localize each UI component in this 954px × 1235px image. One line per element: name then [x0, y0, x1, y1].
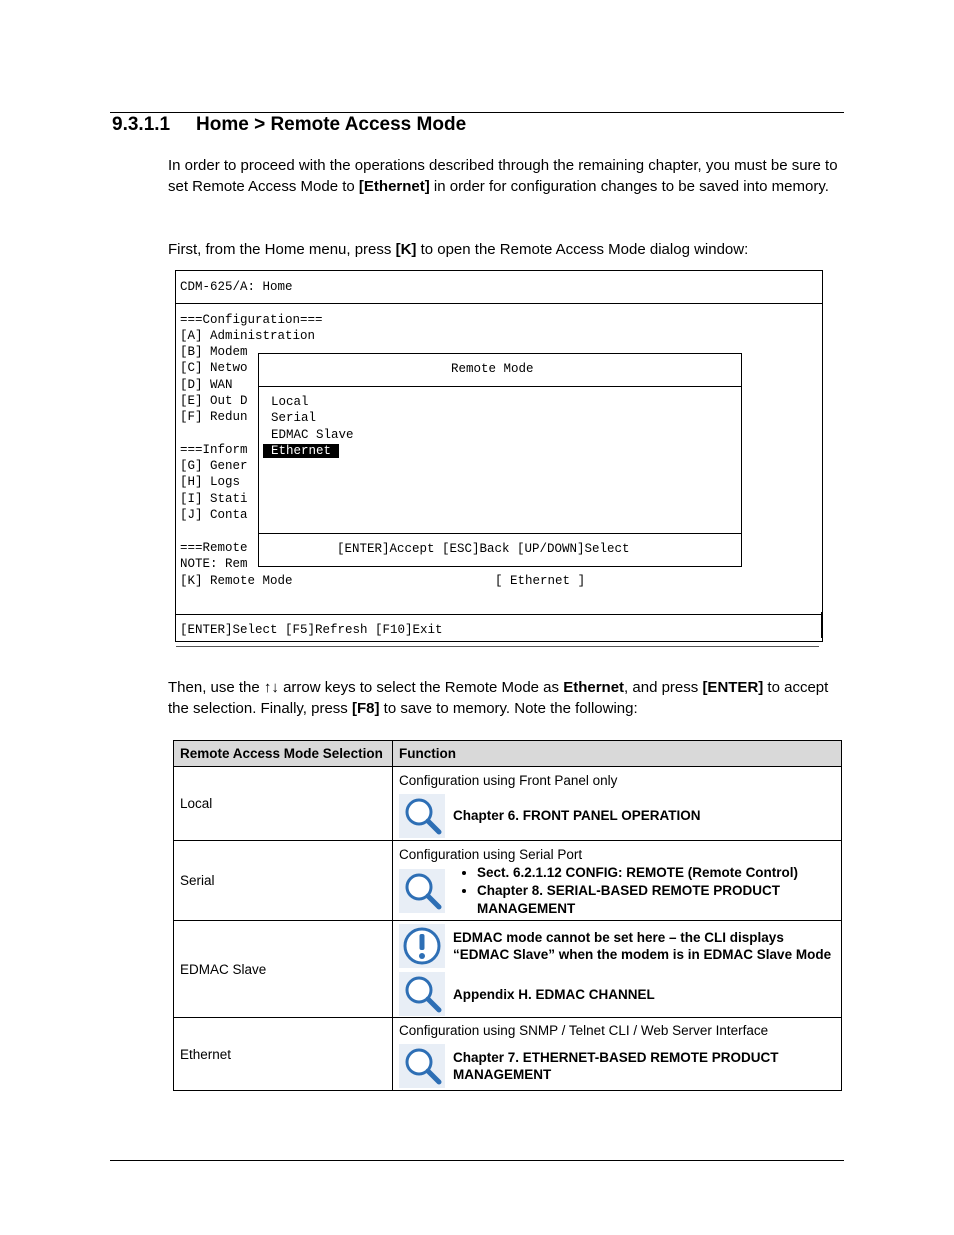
selection-text: Then, use the	[168, 679, 264, 696]
dialog-option-ethernet-selected[interactable]: Ethernet	[263, 444, 339, 458]
function-desc: Configuration using Serial Port	[399, 846, 583, 862]
terminal-line: NOTE: Rem	[180, 557, 248, 571]
instruction-text-end: to open the Remote Access Mode dialog window:	[416, 241, 749, 258]
terminal-line[interactable]: [B] Modem	[180, 345, 248, 359]
function-desc: Configuration using SNMP / Telnet CLI / Web Server Interface	[399, 1023, 769, 1038]
terminal-line[interactable]: [E] Out D	[180, 394, 248, 408]
selection-text: arrow keys to select the Remote Mode as	[278, 679, 564, 696]
table-row	[174, 1018, 842, 1091]
terminal-line: ===Inform	[180, 443, 248, 457]
terminal-line[interactable]: [D] WAN	[180, 378, 233, 392]
intro-bold: [Ethernet]	[358, 178, 430, 195]
intro-text: In order to proceed with the operations described through the remaining chapter, you must be sure to set Remote Access Mode to	[168, 157, 838, 195]
remote-access-mode-table	[173, 740, 842, 1091]
terminal-line[interactable]: [C] Netwo	[180, 361, 248, 375]
terminal-line[interactable]: [J] Conta	[180, 508, 248, 522]
function-cell	[393, 1018, 842, 1091]
magnifier-icon	[399, 1044, 445, 1088]
intro-text-end: in order for configuration changes to be saved into memory.	[429, 178, 829, 195]
terminal-footer-divider	[176, 614, 822, 615]
dialog-option-serial[interactable]: Serial	[271, 411, 317, 425]
terminal-line[interactable]: [A] Administration	[180, 329, 316, 343]
table-row	[174, 921, 842, 1018]
dialog-option-local[interactable]: Local	[271, 395, 309, 409]
instruction-paragraph	[168, 239, 838, 260]
function-cell	[393, 921, 842, 1018]
footer-rule	[110, 1160, 844, 1161]
terminal-line[interactable]: [F] Redun	[180, 410, 248, 424]
function-cell	[393, 841, 842, 921]
reference-label: Chapter 7. ETHERNET-BASED REMOTE PRODUCT MANAGEMENT	[453, 1050, 779, 1082]
magnifier-icon	[399, 794, 445, 838]
dialog-footer: [ENTER]Accept [ESC]Back [UP/DOWN]Select	[337, 542, 630, 556]
instruction-text: First, from the Home menu, press	[168, 241, 396, 258]
terminal-line[interactable]: [H] Logs	[180, 475, 241, 489]
terminal-line: ===Remote	[180, 541, 248, 555]
mode-cell: Local	[174, 767, 393, 841]
instruction-key: [K]	[395, 241, 417, 258]
exclamation-icon	[399, 924, 445, 968]
list-item: • Chapter 8. SERIAL-BASED REMOTE PRODUCT MANAGEMENT	[477, 882, 835, 918]
reference	[399, 864, 835, 918]
table-header-mode: Remote Access Mode Selection	[174, 741, 393, 767]
table-header-function: Function	[393, 741, 842, 767]
selection-bold: [ENTER]	[702, 679, 764, 696]
terminal-line[interactable]: [I] Stati	[180, 492, 248, 506]
dialog-title: Remote Mode	[451, 362, 534, 376]
terminal-line: ===Configuration===	[180, 313, 323, 327]
section-heading	[112, 114, 466, 136]
mode-cell: Serial	[174, 841, 393, 921]
selection-bold: Ethernet	[563, 679, 625, 696]
terminal-divider	[176, 303, 822, 304]
selection-bold: [F8]	[351, 700, 380, 717]
section-title: Home > Remote Access Mode	[196, 114, 467, 135]
magnifier-icon	[399, 972, 445, 1016]
magnifier-icon	[399, 869, 445, 913]
terminal-footer: [ENTER]Select [F5]Refresh [F10]Exit	[180, 623, 443, 637]
list-item: • Sect. 6.2.1.12 CONFIG: REMOTE (Remote Control)	[477, 864, 835, 882]
selection-text: to save to memory. Note the following:	[379, 700, 638, 717]
selection-text: , and press	[624, 679, 703, 696]
mode-cell: EDMAC Slave	[174, 921, 393, 1018]
header-rule	[110, 112, 844, 113]
reference	[399, 972, 835, 1016]
mode-cell: Ethernet	[174, 1018, 393, 1091]
reference-label: Appendix H. EDMAC CHANNEL	[453, 986, 655, 1002]
terminal-screenshot	[175, 270, 823, 642]
terminal-line[interactable]: [G] Gener	[180, 459, 248, 473]
function-desc: Configuration using Front Panel only	[399, 772, 618, 788]
reference-list	[457, 864, 835, 918]
remote-mode-dialog	[258, 353, 742, 567]
section-number: 9.3.1.1	[112, 114, 171, 135]
dialog-footer-divider	[259, 533, 741, 534]
dialog-divider	[259, 386, 741, 387]
warning-note	[399, 924, 835, 968]
dialog-option-edmac-slave[interactable]: EDMAC Slave	[271, 428, 354, 442]
reference	[399, 794, 835, 838]
reference	[399, 1044, 835, 1088]
arrow-keys-icon: ↑↓	[263, 679, 279, 696]
terminal-remote-mode-line[interactable]: [K] Remote Mode [ Ethernet ]	[180, 574, 586, 588]
reference-label: Chapter 6. FRONT PANEL OPERATION	[453, 808, 701, 823]
table-row	[174, 767, 842, 841]
table-row	[174, 841, 842, 921]
warning-label: EDMAC mode cannot be set here – the CLI displays “EDMAC Slave” when the modem is in EDMAC Slave Mode	[453, 930, 832, 962]
table-header-row	[174, 741, 842, 767]
terminal-shadow	[821, 612, 823, 638]
function-cell	[393, 767, 842, 841]
selection-text: to accept the selection. Finally, press	[168, 679, 829, 717]
terminal-shadow	[176, 646, 819, 647]
selection-paragraph	[168, 677, 838, 719]
terminal-title: CDM-625/A: Home	[180, 280, 293, 294]
intro-paragraph	[168, 155, 838, 197]
